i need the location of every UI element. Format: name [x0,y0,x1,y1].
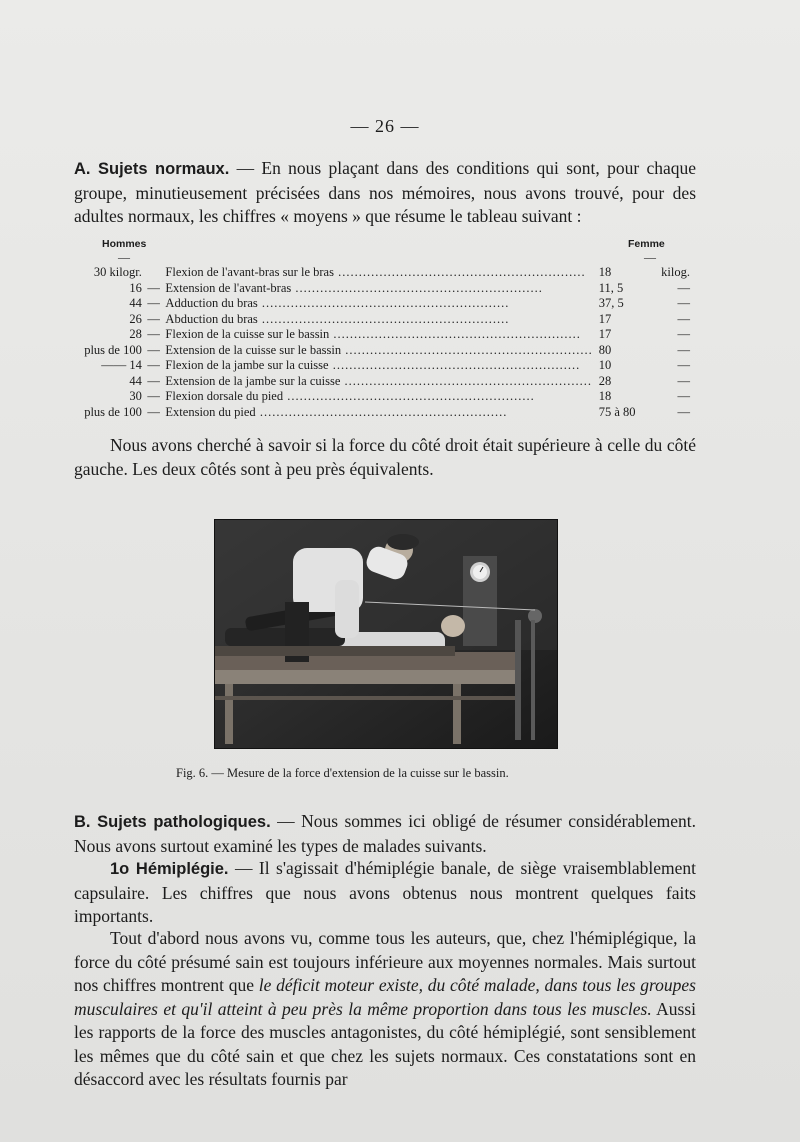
section-b-paragraph [74,810,696,858]
movement-label-text: Abduction du bras [165,311,258,326]
men-unit: — [147,280,160,295]
hemiplegia-heading: 1o Hémiplégie. [110,860,229,878]
movement-label [165,374,592,390]
leader-dots: ............................................................ [340,373,592,388]
leader-dots: ............................................................ [291,280,543,295]
women-value: 75 à 80 [598,404,636,419]
conclusion-text-2: Aussi les rapports de la force des muscles antagonistes, du côté hémiplégié, sont sensiblement les mêmes que du côté sain et que chez les sujets normaux. Ces constatations sont en désaccord avec les résultats fournis par [74,998,697,1089]
movement-label-text: Extension de l'avant-bras [165,280,292,295]
men-value: 44 [129,296,142,310]
page-number: — 26 — [350,116,420,136]
men-value: 30 kilogr. [93,265,142,279]
leader-dots: ............................................................ [328,358,581,372]
movement-label [165,281,592,297]
men-unit: — [147,311,160,326]
figure-photograph [214,519,558,749]
women-unit: — [677,311,690,326]
column-dash-men: — [118,250,130,264]
conclusion-text-1: Tout d'abord nous avons vu, comme tous les auteurs, que, chez l'hémiplégique, la force du côté présumé sain est toujours inférieure aux moyennes normales. Mais surtout nos chiffres montrent que [74,928,696,995]
leader-dots: ............................................................ [283,389,535,403]
strength-table [70,265,690,420]
hemiplegia-paragraph [74,857,696,929]
section-b-text: — Nous sommes ici obligé de résumer considérablement. Nous avons surtout examiné les types de malades suivants. [74,811,696,856]
men-value: plus de 100 [84,404,142,419]
movement-label-text: Extension de la cuisse sur le bassin [165,342,342,357]
section-a-heading: A. Sujets normaux. [74,160,230,178]
women-unit: — [677,389,690,403]
women-value: 10 [598,358,612,372]
table-row [70,358,690,374]
section-a-paragraph [74,157,696,229]
column-dash-women: — [644,250,656,264]
leader-dots: ............................................................ [329,327,581,341]
movement-label [165,296,592,312]
men-value: 26 [129,311,142,326]
women-unit: — [677,280,690,295]
men-value: 16 [129,280,142,295]
table-row [70,296,690,312]
movement-label [165,405,592,421]
section-a-text: — En nous plaçant dans des conditions qui sont, pour chaque groupe, minutieusement précisées dans nos mémoires, nous avons trouvé, pour des adultes normaux, les chiffres « moyens » que résume le tableau suivant : [74,158,697,226]
women-unit: — [677,342,690,357]
movement-label [165,312,592,328]
women-unit: — [677,373,690,388]
men-unit: — [147,327,160,341]
column-header-men: Hommes [102,238,147,250]
photograph-illustration [215,520,557,748]
movement-label-text: Adduction du bras [165,296,258,310]
women-unit: — [677,327,690,341]
leader-dots: ............................................................ [255,404,508,419]
table-row [70,374,690,390]
men-unit: — [147,373,160,388]
movement-label-text: Flexion de la cuisse sur le bassin [165,327,330,341]
movement-label [165,358,592,374]
men-value: plus de 100 [84,342,142,357]
conclusion-paragraph [74,927,696,1092]
women-unit: — [677,404,690,419]
table-row [70,343,690,359]
table-row [70,405,690,421]
hemiplegia-text: — Il s'agissait d'hémiplégie banale, de siège vraisemblablement capsulaire. Les chiffres que nous avons obtenus nous montrent quelques faits importants. [74,858,696,926]
leader-dots: ............................................................ [333,265,586,279]
women-value: 18 [598,389,612,403]
strength-table-body [70,265,690,420]
women-value: 17 [598,311,612,326]
men-value: 30 [129,389,142,403]
movement-label-text: Extension du pied [165,404,256,419]
table-row [70,281,690,297]
men-unit: — [147,342,160,357]
women-unit: — [677,296,690,310]
women-unit: — [677,358,690,372]
movement-label [165,327,592,343]
table-row [70,327,690,343]
women-value: 37, 5 [598,296,624,310]
sides-paragraph [74,434,696,481]
women-value: 18 [598,265,612,279]
men-unit: — [147,296,160,310]
men-unit: — [147,404,160,419]
column-header-women: Femme [628,238,665,250]
table-row [70,312,690,328]
women-unit: kilog. [661,265,690,279]
conclusion-italic: le déficit moteur existe, du côté malade, dans tous les groupes musculaires et qu'il atteint à peu près la même proportion dans tous les muscles. [74,975,696,1019]
section-b-heading: B. Sujets pathologiques. [74,813,271,831]
sides-text: Nous avons cherché à savoir si la force du côté droit était supérieure à celle du côté gauche. Les deux côtés sont à peu près équivalents. [74,435,696,479]
figure-caption: Fig. 6. — Mesure de la force d'extension de la cuisse sur le bassin. [176,766,509,780]
movement-label [165,343,592,359]
movement-label-text: Flexion de la jambe sur la cuisse [165,358,329,372]
women-value: 11, 5 [598,280,624,295]
women-value: 80 [598,342,612,357]
table-row [70,389,690,405]
movement-label [165,265,592,281]
leader-dots: ............................................................ [341,342,593,357]
men-value: 44 [129,373,142,388]
men-unit: — [147,358,160,372]
movement-label-text: Extension de la jambe sur la cuisse [165,373,341,388]
movement-label [165,389,592,405]
women-value: 17 [598,327,612,341]
men-unit [142,265,166,281]
movement-label-text: Flexion dorsale du pied [165,389,284,403]
movement-label-text: Flexion de l'avant-bras sur le bras [165,265,334,279]
leader-dots: ............................................................ [257,311,510,326]
men-unit: — [147,389,160,403]
men-value: —— 14 [101,358,142,372]
women-value: 28 [598,373,612,388]
table-row [70,265,690,281]
leader-dots: ............................................................ [257,296,510,310]
men-value: 28 [129,327,142,341]
